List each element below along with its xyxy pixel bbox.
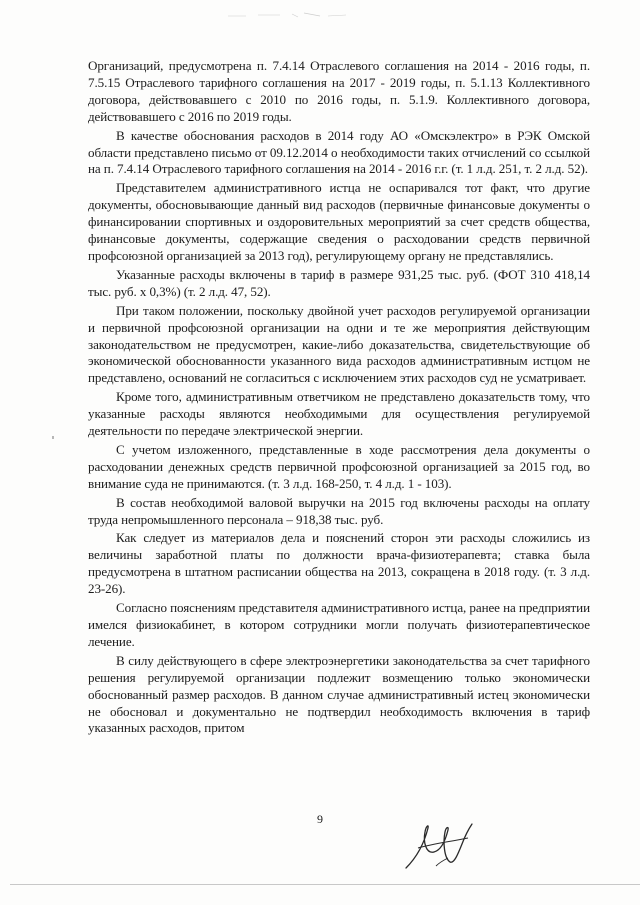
paragraph-4: Указанные расходы включены в тариф в размере 931,25 тыс. руб. (ФОТ 310 418,14 тыс. руб. х 0,3%) (т. 2 л.д. 47, 52). xyxy=(88,266,590,299)
paragraph-8: В состав необходимой валовой выручки на 2015 год включены расходы на оплату труда непромышленного персонала – 918,38 тыс. руб. xyxy=(88,494,590,527)
paragraph-5: При таком положении, поскольку двойной учет расходов регулируемой организации и первичной профсоюзной организации на одни и те же мероприятия действующим законодательством не предусмотрен, какие-либо доказательства, свидетельствующие об экономической обоснованности указанного вида расходов административным истцом не представлено, оснований не согласиться с исключением этих расходов суд не усматривает. xyxy=(88,302,590,386)
page-number: 9 xyxy=(317,812,323,826)
paragraph-9: Как следует из материалов дела и пояснений сторон эти расходы сложились из величины заработной платы по должности врача-физиотерапевта; ставка была предусмотрена в штатном расписании общества на 2013, сокращена в 2018 году. (т. 3 л.д. 23-26). xyxy=(88,530,590,597)
paragraph-10: Согласно пояснениям представителя административного истца, ранее на предприятии имелся физиокабинет, в котором сотрудники могли получать физиотерапевтическое лечение. xyxy=(88,600,590,649)
handwritten-signature-icon xyxy=(398,818,478,874)
scan-artifact xyxy=(228,10,348,20)
paragraph-3: Представителем административного истца не оспаривался тот факт, что другие документы, обосновывающие данный вид расходов (первичные финансовые документы о финансировании спортивных и оздоровительных мероприятий за счет средств общества, финансовые документы, содержащие сведения о расходовании средств первичной профсоюзной организацией за 2013 год), регулирующему органу не представлялись. xyxy=(88,180,590,263)
paragraph-1: Организаций, предусмотрена п. 7.4.14 Отраслевого соглашения на 2014 - 2016 годы, п. 7.5.15 Отраслевого тарифного соглашения на 2017 - 2019 годы, п. 5.1.13 Коллективного договора, действовавшего с 2010 по 2016 годы, п. 5.1.9. Коллективного договора, действовавшего с 2016 по 2019 годы. xyxy=(88,58,590,124)
paragraph-6: Кроме того, административным ответчиком не представлено доказательств тому, что указанные расходы являются необходимыми для осуществления регулируемой деятельности по передаче электрической энергии. xyxy=(88,389,590,439)
paragraph-7: С учетом изложенного, представленные в ходе рассмотрения дела документы о расходовании денежных средств первичной профсоюзной организацией за 2015 год, во внимание суда не принимаются. (т. 3 л.д. 168-250, т. 4 л.д. 1 - 103). xyxy=(88,441,590,491)
document-body xyxy=(88,58,590,739)
paragraph-2: В качестве обоснования расходов в 2014 году АО «Омскэлектро» в РЭК Омской области представлено письмо от 09.12.2014 о необходимости таких отчислений со ссылкой на п. 7.4.14 Отраслевого тарифного соглашения на 2014 - 2016 г.г. (т. 1 л.д. 251, т. 2 л.д. 52). xyxy=(88,127,590,177)
paragraph-11: В силу действующего в сфере электроэнергетики законодательства за счет тарифного решения регулируемой организации подлежит возмещению только экономически обоснованный размер расходов. В данном случае административный истец экономически не обосновал и документально не подтвердил необходимость включения в тариф указанных расходов, притом xyxy=(88,652,590,736)
page-bottom-edge xyxy=(10,884,640,885)
scan-speck xyxy=(52,436,54,439)
